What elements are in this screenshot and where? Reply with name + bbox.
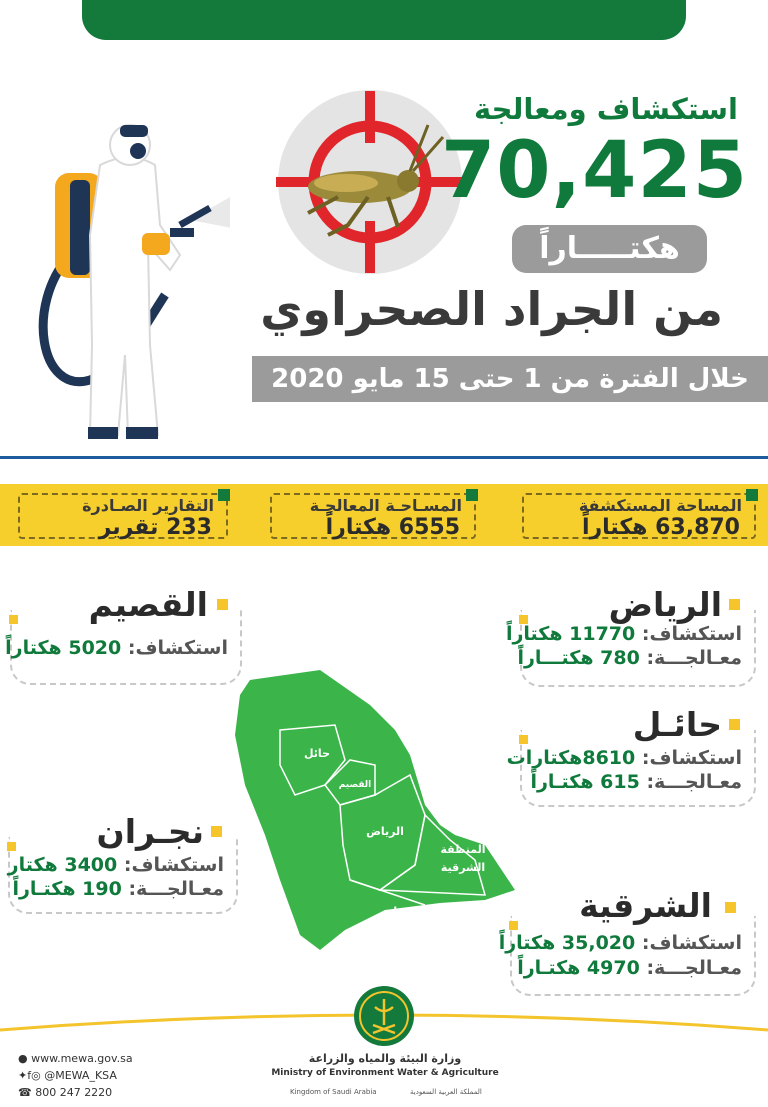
stat-value: 6555 هكتاراً bbox=[325, 515, 460, 540]
web-icon: ● bbox=[18, 1052, 28, 1065]
region-line: استكشاف: 5020 هكتاراً bbox=[5, 637, 228, 659]
region-name: الشرقية bbox=[579, 886, 712, 925]
instagram-icon: ◎ bbox=[31, 1069, 41, 1082]
region-name: القصيم bbox=[88, 585, 208, 624]
saudi-map bbox=[225, 665, 525, 965]
region-line: معـالجـــة: 4970 هكتـاراً bbox=[517, 957, 742, 979]
region-line: معـالجـــة: 780 هكتـــاراً bbox=[517, 647, 742, 669]
region-card-riyadh bbox=[505, 585, 756, 687]
hero-unit-badge: هكتـــــاراً bbox=[512, 225, 707, 273]
region-line: معـالجـــة: 190 هكتـاراً bbox=[12, 878, 224, 900]
region-line: استكشاف: 3400 هكتار bbox=[7, 854, 224, 876]
stat-explored-area bbox=[522, 493, 756, 539]
stat-reports-issued bbox=[18, 493, 228, 539]
hero-total-number: 70,425 bbox=[441, 126, 748, 216]
map-label-riyadh: الرياض bbox=[366, 825, 404, 838]
kingdom-name-en: Kingdom of Saudi Arabia bbox=[290, 1088, 377, 1096]
region-card-qassim bbox=[5, 585, 242, 685]
region-name: حائـل bbox=[632, 705, 722, 744]
stat-value: 63,870 هكتاراً bbox=[581, 515, 740, 540]
region-card-hail bbox=[506, 705, 756, 807]
region-line: معـالجـــة: 615 هكتـاراً bbox=[530, 771, 742, 793]
phone-row[interactable] bbox=[18, 1084, 133, 1101]
region-line: استكشاف: 8610هكتارات bbox=[506, 747, 742, 769]
region-line: استكشاف: 11770 هكتاراً bbox=[505, 623, 742, 645]
sprayer-worker-illustration bbox=[30, 105, 230, 460]
stat-treated-area bbox=[270, 493, 476, 539]
top-banner bbox=[82, 0, 686, 40]
stat-label: المساحة المستكشفة bbox=[578, 496, 742, 515]
map-label-eastern-2: الشرقية bbox=[440, 861, 486, 874]
region-card-najran bbox=[8, 812, 238, 914]
twitter-icon: ✦ bbox=[18, 1069, 28, 1082]
region-card-sharqiya bbox=[498, 886, 756, 996]
region-name: الرياض bbox=[608, 585, 722, 624]
hero-subject: من الجراد الصحراوي bbox=[260, 282, 723, 336]
region-name: نجـران bbox=[96, 812, 204, 851]
website-row[interactable] bbox=[18, 1050, 133, 1067]
footer-contact bbox=[18, 1050, 133, 1101]
ministry-name-en: Ministry of Environment Water & Agriculture bbox=[271, 1068, 499, 1078]
stat-label: المسـاحـة المعالجـة bbox=[309, 496, 462, 515]
social-row[interactable] bbox=[18, 1067, 133, 1084]
region-line: استكشاف: 35,020 هكتاراً bbox=[498, 932, 742, 954]
ministry-emblem bbox=[353, 985, 415, 1047]
phone-icon: ☎ bbox=[18, 1086, 32, 1099]
phone-number[interactable]: 800 247 2220 bbox=[35, 1086, 113, 1099]
hero-period-banner: خلال الفترة من 1 حتى 15 مايو 2020 bbox=[252, 356, 768, 402]
map-label-eastern-1: المنطقة bbox=[440, 843, 486, 856]
ministry-name-ar: وزارة البيئة والمياه والزراعة bbox=[308, 1052, 462, 1065]
website-link[interactable]: www.mewa.gov.sa bbox=[31, 1052, 133, 1065]
map-label-qassim: القصيم bbox=[338, 780, 372, 790]
map-label-najran: نجران bbox=[383, 905, 417, 918]
section-divider bbox=[0, 456, 768, 459]
stat-value: 233 تقرير bbox=[98, 515, 212, 540]
target-icon bbox=[268, 85, 468, 285]
kingdom-name-ar: المملكة العربية السعودية bbox=[410, 1088, 482, 1096]
hero-title: استكشاف ومعالجة bbox=[474, 92, 738, 126]
map-label-hail: حائل bbox=[303, 747, 331, 760]
facebook-icon: f bbox=[27, 1069, 32, 1082]
social-handle[interactable]: @MEWA_KSA bbox=[44, 1069, 117, 1082]
stat-label: التقارير الصـادرة bbox=[82, 496, 214, 515]
